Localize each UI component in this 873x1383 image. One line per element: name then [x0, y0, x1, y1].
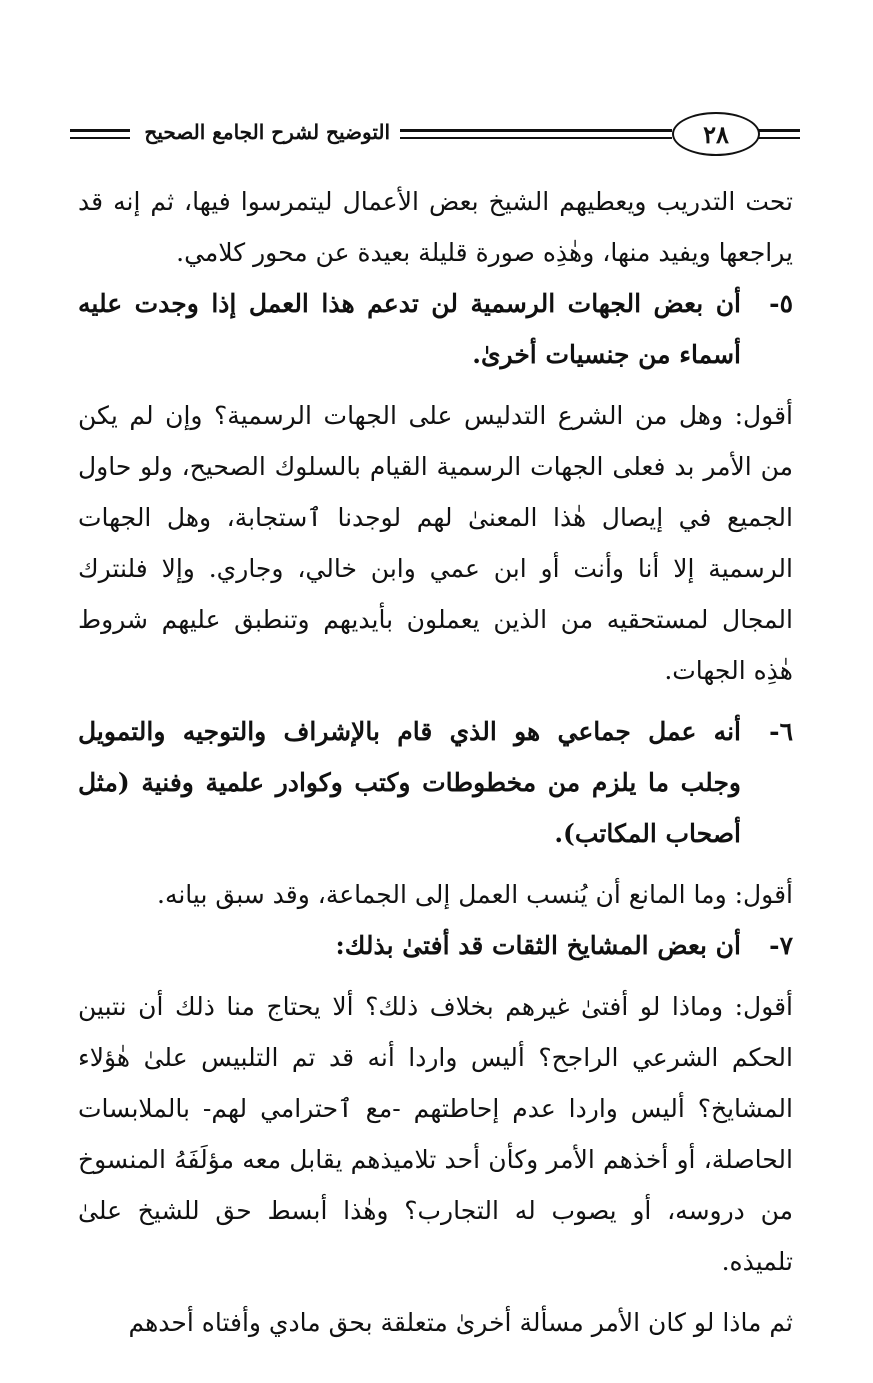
list-item-5	[78, 278, 793, 380]
paragraph-2: أقول: وهل من الشرع التدليس على الجهات الرسمية؟ وإن لم يكن من الأمر بد فعلى الجهات الرسمية القيام بالسلوك الصحيح، ولو حاول الجميع في إيصال هٰذا المعنىٰ لهم لوجدنا ٱستجابة، وهل الجهات الرسمية إلا أنا وأنت أو ابن عمي وابن خالي، وجاري. وإلا فلنترك المجال لمستحقيه من الذين يعملون بأيديهم وتنطبق عليهم شروط هٰذِه الجهات.	[78, 401, 793, 685]
item-number: ٧-	[769, 931, 793, 960]
header-rule-middle	[400, 129, 672, 132]
paragraph-1: تحت التدريب ويعطيهم الشيخ بعض الأعمال ليتمرسوا فيها، ثم إنه قد يراجعها ويفيد منها، وهٰذِه صورة قليلة بعيدة عن محور كلامي.	[78, 187, 793, 267]
paragraph-3: أقول: وما المانع أن يُنسب العمل إلى الجماعة، وقد سبق بيانه.	[157, 880, 793, 909]
item-number: ٦-	[769, 717, 793, 746]
header-rule-middle-thin	[400, 137, 672, 139]
paragraph-4: أقول: وماذا لو أفتىٰ غيرهم بخلاف ذلك؟ ألا يحتاج منا ذلك أن نتبين الحكم الشرعي الراجح؟ أليس واردا أنه قد تم التلبيس علىٰ هٰؤلاء المشايخ؟ أليس واردا عدم إحاطتهم -مع ٱحترامي لهم- بالملابسات الحاصلة، أو أخذهم الأمر وكأن أحد تلاميذهم يقابل معه مؤلَفَهُ المنسوخ من دروسه، أو يصوب له التجارب؟ وهٰذا أبسط حق للشيخ علىٰ تلميذه.	[78, 992, 793, 1276]
header-rule-right-thin	[755, 137, 800, 139]
header-rule-left	[70, 129, 130, 132]
page-number: ٢٨	[672, 112, 760, 156]
header-rule-right	[755, 129, 800, 132]
running-title: التوضيح لشرح الجامع الصحيح	[144, 120, 390, 144]
item-number: ٥-	[769, 289, 793, 318]
item-text: أنه عمل جماعي هو الذي قام بالإشراف والتوجيه والتمويل وجلب ما يلزم من مخطوطات وكتب وكوادر علمية وفنية (مثل أصحاب المكاتب).	[78, 717, 741, 848]
header-rule-left-thin	[70, 137, 130, 139]
list-item-6	[78, 706, 793, 859]
paragraph-5: ثم ماذا لو كان الأمر مسألة أخرىٰ متعلقة بحق مادي وأفتاه أحدهم	[128, 1308, 793, 1337]
page-header	[70, 112, 800, 156]
item-text: أن بعض المشايخ الثقات قد أفتىٰ بذلك:	[335, 931, 741, 960]
item-text: أن بعض الجهات الرسمية لن تدعم هذا العمل إذا وجدت عليه أسماء من جنسيات أخرىٰ.	[78, 289, 741, 369]
list-item-7	[78, 920, 793, 971]
page-body	[78, 176, 793, 1348]
